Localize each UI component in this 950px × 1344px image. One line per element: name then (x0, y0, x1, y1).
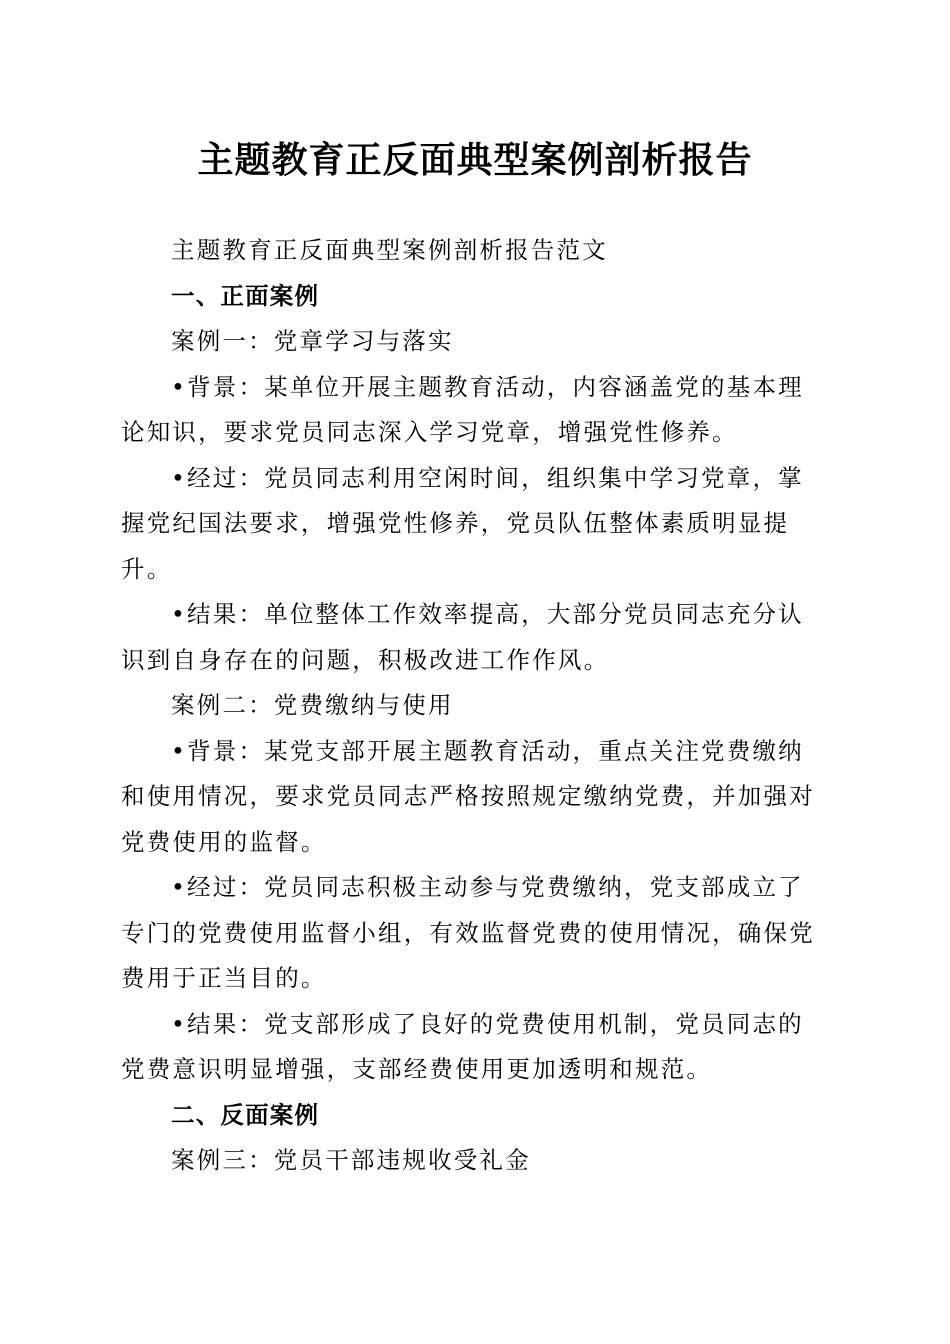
case-result: •结果：党支部形成了良好的党费使用机制，党员同志的党费意识明显增强，支部经费使用更加透明和规范。 (121, 1009, 804, 1083)
case-background: •背景：某单位开展主题教育活动，内容涵盖党的基本理论知识，要求党员同志深入学习党章，增强党性修养。 (121, 372, 804, 446)
case-title: 案例二：党费缴纳与使用 (171, 691, 454, 719)
case-title: 案例一：党章学习与落实 (171, 327, 454, 355)
case-result: •结果：单位整体工作效率提高，大部分党员同志充分认识到自身存在的问题，积极改进工作作风。 (121, 600, 804, 674)
section-heading-positive: 一、正面案例 (171, 281, 320, 310)
case-process: •经过：党员同志利用空闲时间，组织集中学习党章，掌握党纪国法要求，增强党性修养，党员队伍整体素质明显提升。 (121, 463, 804, 583)
case-process: •经过：党员同志积极主动参与党费缴纳，党支部成立了专门的党费使用监督小组，有效监督党费的使用情况，确保党费用于正当目的。 (121, 873, 815, 992)
document-body (121, 228, 824, 1184)
document-subtitle: 主题教育正反面典型案例剖析报告范文 (171, 236, 608, 264)
case-background: •背景：某党支部开展主题教育活动，重点关注党费缴纳和使用情况，要求党员同志严格按照规定缴纳党费，并加强对党费使用的监督。 (121, 736, 815, 856)
case-title: 案例三：党员干部违规收受礼金 (171, 1146, 531, 1174)
document-title: 主题教育正反面典型案例剖析报告 (197, 139, 753, 181)
section-heading-negative: 二、反面案例 (171, 1100, 320, 1129)
